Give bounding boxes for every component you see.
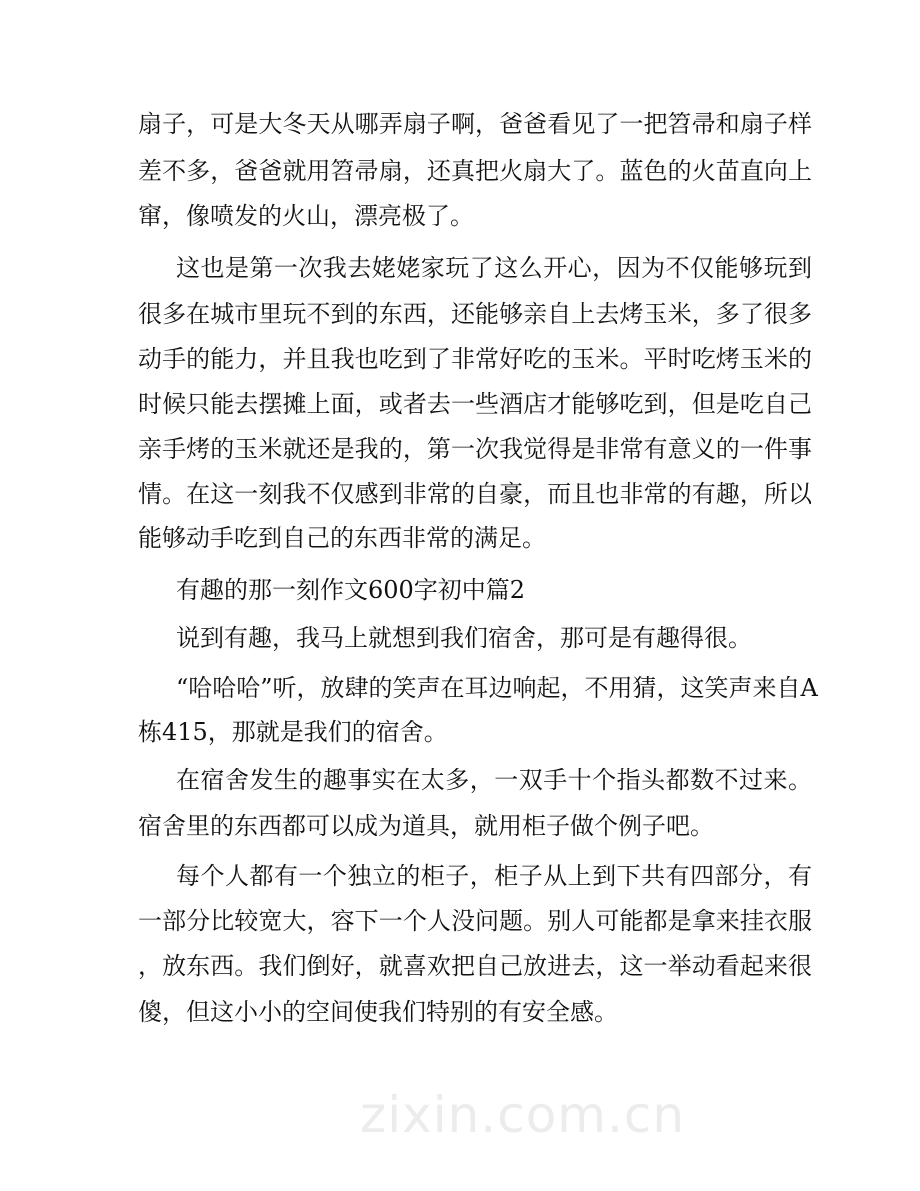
text-line: 这也是第一次我去姥姥家玩了这么开心，因为不仅能够玩到 [176,254,812,282]
text-line: 一部分比较宽大，容下一个人没问题。别人可能都是拿来挂衣服 [138,907,812,935]
text-line: 在宿舍发生的趣事实在太多，一双手十个指头都数不过来。 [176,766,812,794]
text-line: 窜，像喷发的火山，漂亮极了。 [138,202,474,230]
watermark: zixin.com.cn [360,1086,686,1144]
text-line: ，放东西。我们倒好，就喜欢把自己放进去，这一举动看起来很 [138,952,812,980]
text-line: 傻，但这小小的空间使我们特别的有安全感。 [138,998,618,1026]
text-line: 宿舍里的东西都可以成为道具，就用柜子做个例子吧。 [138,812,714,840]
text-line: 亲手烤的玉米就还是我的，第一次我觉得是非常有意义的一件事 [138,435,812,463]
text-line: 栋415，那就是我们的宿舍。 [138,718,448,746]
text-line: “哈哈哈”听，放肆的笑声在耳边响起，不用猜，这笑声来自A [176,674,818,702]
text-line: 说到有趣，我马上就想到我们宿舍，那可是有趣得很。 [176,624,752,652]
text-line: 每个人都有一个独立的柜子，柜子从上到下共有四部分，有 [176,862,812,890]
text-line: 能够动手吃到自己的东西非常的满足。 [138,524,546,552]
text-line: 扇子，可是大冬天从哪弄扇子啊，爸爸看见了一把笤帚和扇子样 [138,110,812,138]
text-line: 很多在城市里玩不到的东西，还能够亲自上去烤玉米，多了很多 [138,300,812,328]
text-line: 差不多，爸爸就用笤帚扇，还真把火扇大了。蓝色的火苗直向上 [138,157,812,185]
text-line: 情。在这一刻我不仅感到非常的自豪，而且也非常的有趣，所以 [138,480,812,508]
section-heading: 有趣的那一刻作文600字初中篇2 [176,576,526,604]
text-line: 时候只能去摆摊上面，或者去一些酒店才能够吃到，但是吃自己 [138,390,812,418]
text-line: 动手的能力，并且我也吃到了非常好吃的玉米。平时吃烤玉米的 [138,345,812,373]
